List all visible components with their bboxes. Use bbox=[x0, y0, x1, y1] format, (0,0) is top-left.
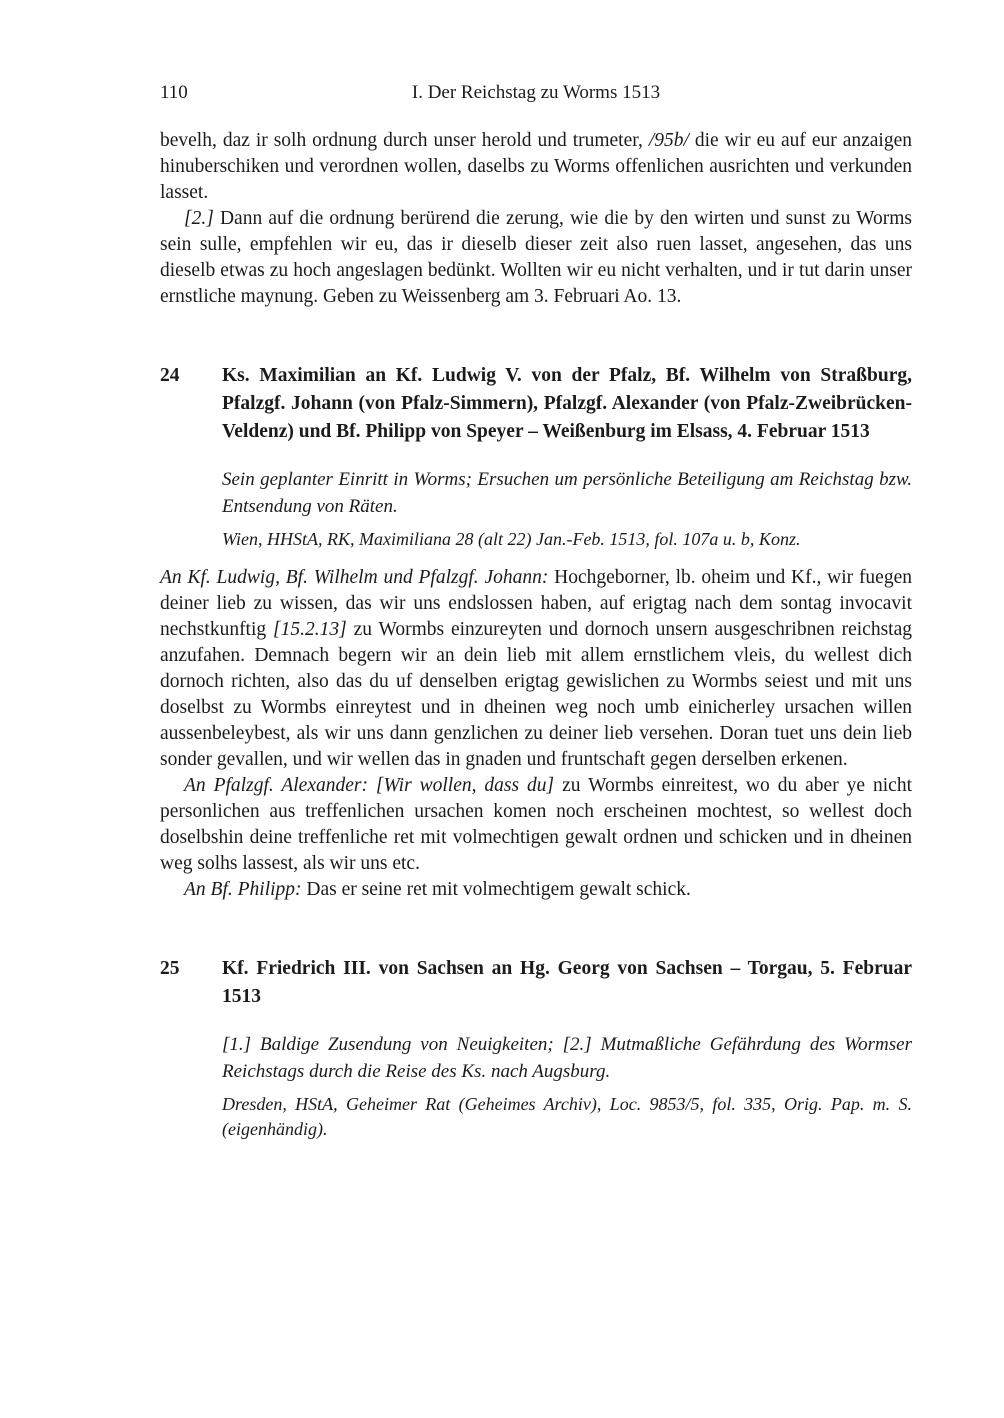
entry-heading bbox=[160, 955, 912, 1011]
text-block bbox=[160, 80, 912, 1142]
entry-number: 24 bbox=[160, 365, 180, 386]
entry-summary: Sein geplanter Einritt in Worms; Ersuchen um persönliche Beteiligung am Reichstag bzw. Entsendung von Räten. bbox=[222, 469, 912, 517]
page-number: 110 bbox=[160, 82, 188, 103]
paragraph: An Pfalzgf. Alexander: [Wir wollen, dass du] zu Wormbs einreitest, wo du aber ye nicht personlichen aus treffenlichen ursachen komen noch erscheinen mochtest, so wellest doch doselbshin deine treffenliche ret mit volmechtigen gewalt ordnen und schicken und in dheinen weg solhs lassest, als wir uns etc. bbox=[160, 775, 912, 874]
document-entry-25 bbox=[160, 955, 912, 1142]
entry-number: 25 bbox=[160, 958, 180, 979]
paragraph: bevelh, daz ir solh ordnung durch unser herold und trumeter, /95b/ die wir eu auf eur anzaigen hinuberschiken und verordnen wollen, daselbs zu Worms offenlichen ausrichten und verkunden lasset. bbox=[160, 130, 912, 203]
entry-source: Dresden, HStA, Geheimer Rat (Geheimes Archiv), Loc. 9853/5, fol. 335, Orig. Pap. m. S. (eigenhändig). bbox=[222, 1094, 912, 1139]
paragraph: [2.] Dann auf die ordnung berürend die zerung, wie die by den wirten und sunst zu Worms sein sulle, empfehlen wir eu, das ir dieselb dieser zeit also ruen lasset, angesehen, das uns dieselb etwas zu hoch angeslagen bedünkt. Wollten wir eu nicht verhalten, und ir tut darin unser ernstliche maynung. Geben zu Weissenberg am 3. Februari Ao. 13. bbox=[160, 208, 912, 307]
paragraph: An Bf. Philipp: Das er seine ret mit volmechtigem gewalt schick. bbox=[184, 879, 691, 900]
entry-summary: [1.] Baldige Zusendung von Neuigkeiten; [2.] Mutmaßliche Gefährdung des Wormser Reichstags durch die Reise des Ks. nach Augsburg. bbox=[222, 1034, 912, 1082]
entry-source: Wien, HHStA, RK, Maximiliana 28 (alt 22) Jan.-Feb. 1513, fol. 107a u. b, Konz. bbox=[222, 529, 801, 549]
entry-title: Ks. Maximilian an Kf. Ludwig V. von der Pfalz, Bf. Wilhelm von Straßburg, Pfalzgf. Johann (von Pfalz-Simmern), Pfalzgf. Alexander (von Pfalz-Zweibrücken-Veldenz) und Bf. Philipp von Speyer – Weißenburg im Elsass, 4. Februar 1513 bbox=[222, 365, 912, 442]
document-entry-24 bbox=[160, 362, 912, 903]
running-head: I. Der Reichstag zu Worms 1513 bbox=[411, 82, 661, 103]
entry-title: Kf. Friedrich III. von Sachsen an Hg. Georg von Sachsen – Torgau, 5. Februar 1513 bbox=[222, 958, 912, 1007]
intro-text bbox=[160, 128, 912, 310]
entry-body bbox=[160, 565, 912, 903]
paragraph: An Kf. Ludwig, Bf. Wilhelm und Pfalzgf. Johann: Hochgeborner, lb. oheim und Kf., wir fuegen deiner lieb zu wissen, das wir uns endslossen haben, auf erigtag nach dem sontag invocavit nechstkunftig [15.2.13] zu Wormbs einzureyten und dornoch unsern ausgeschribnen reichstag anzufahen. Demnach begern wir an dein lieb mit allem ernstlichem vleis, du wellest dich dornoch richten, also das du uf denselben erigtag gewislichen zu Wormbs seiest und mit uns doselbst zu Wormbs einreytest und in dheinen weg noch umb einicherley ursachen willen aussenbeleybest, als wir uns dann genzlichen zu deiner lieb versehen. Doran tuet uns dein lieb sonder gevallen, und wir wellen das in gnaden und fruntschaft gegen derselben erkenen. bbox=[160, 567, 912, 770]
page-header bbox=[160, 80, 912, 106]
entry-heading bbox=[160, 362, 912, 446]
